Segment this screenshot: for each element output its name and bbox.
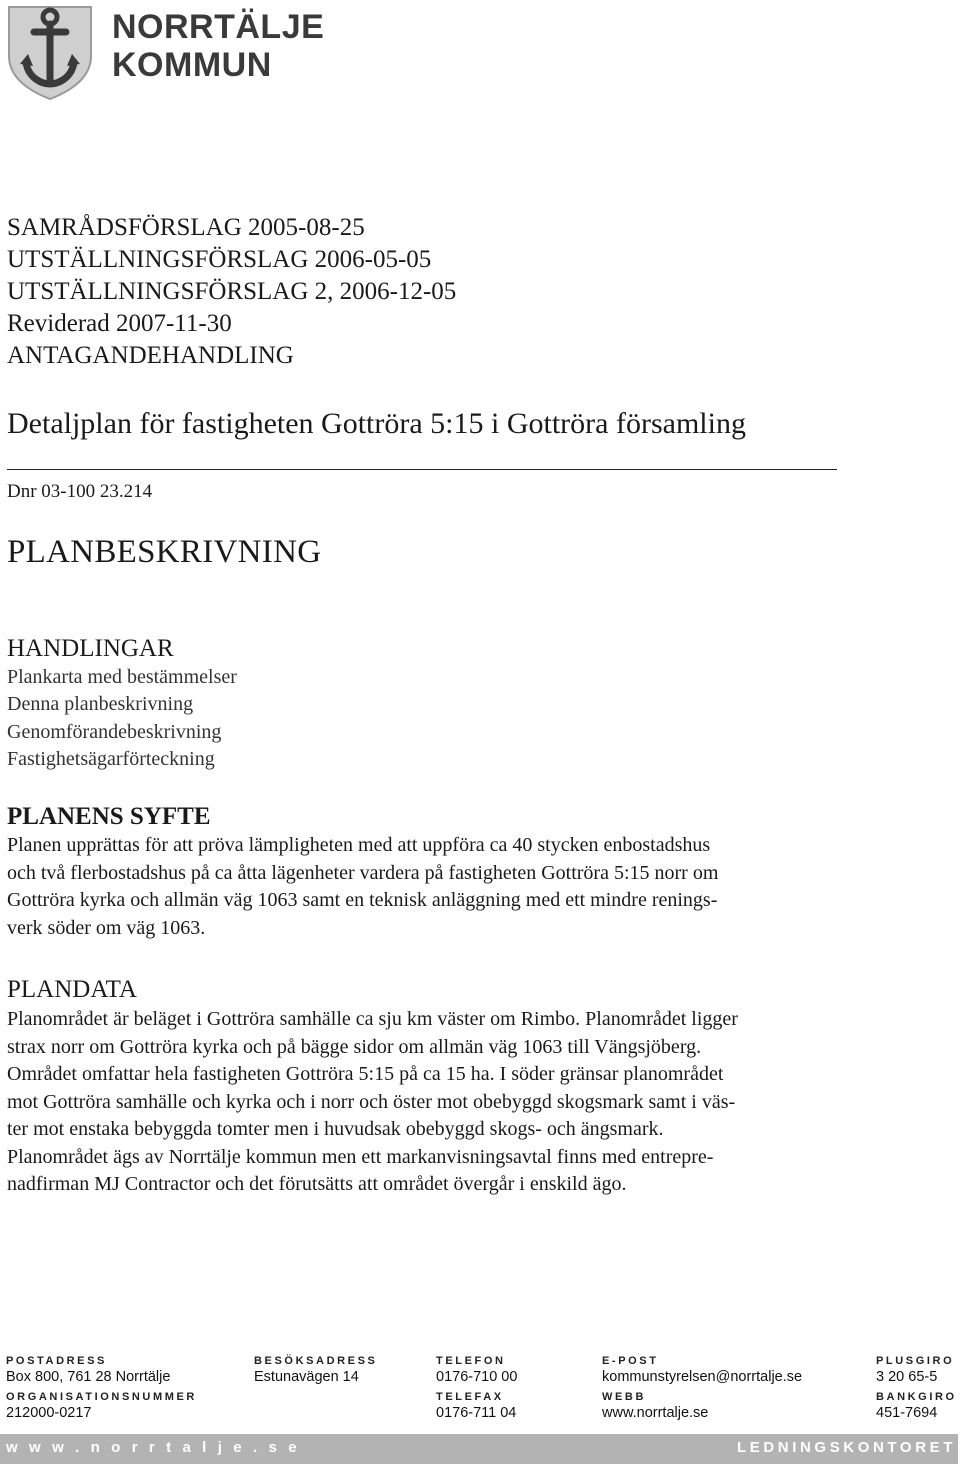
- postadress-block: [6, 1354, 170, 1387]
- diary-number: Dnr 03-100 23.214: [7, 481, 153, 502]
- paragraph-line: nadfirman MJ Contractor och det förutsätts att området övergår i enskild ägo.: [7, 1173, 627, 1195]
- footer-website-link[interactable]: w w w . n o r r t a l j e . s e: [6, 1439, 301, 1456]
- webb-block: [602, 1390, 708, 1423]
- postadress-label: POSTADRESS: [6, 1355, 107, 1367]
- anchor-shield-icon: [6, 4, 98, 100]
- paragraph-line: Gottröra kyrka och allmän väg 1063 samt en teknisk anläggning med ett mindre renings-: [7, 889, 718, 911]
- plandata-paragraph: [7, 1006, 867, 1199]
- bankgiro-block: [876, 1390, 957, 1423]
- version-history: [7, 212, 456, 372]
- version-line: Reviderad 2007-11-30: [7, 310, 232, 337]
- list-item: Denna planbeskrivning: [7, 693, 194, 716]
- paragraph-line: verk söder om väg 1063.: [7, 916, 206, 939]
- orgnr-value: 212000-0217: [6, 1405, 92, 1421]
- telefax-label: TELEFAX: [436, 1391, 504, 1403]
- bankgiro-value: 451-7694: [876, 1405, 938, 1421]
- telefon-value: 0176-710 00: [436, 1369, 518, 1385]
- paragraph-line: Området omfattar hela fastigheten Gottröra 5:15 på ca 15 ha. I söder gränsar planområdet: [7, 1063, 724, 1085]
- besoksadress-block: [254, 1354, 378, 1387]
- norrtalje-logo: [6, 4, 325, 100]
- epost-label: E-POST: [602, 1355, 659, 1367]
- epost-value[interactable]: kommunstyrelsen@norrtalje.se: [602, 1369, 803, 1385]
- version-line: ANTAGANDEHANDLING: [7, 342, 294, 369]
- plandata-heading: PLANDATA: [7, 976, 137, 1003]
- epost-block: [602, 1354, 802, 1387]
- besoksadress-value: Estunavägen 14: [254, 1369, 359, 1385]
- logo-line-2: KOMMUN: [112, 46, 272, 84]
- plusgiro-label: PLUSGIRO: [876, 1355, 955, 1367]
- plusgiro-value: 3 20 65-5: [876, 1369, 938, 1385]
- paragraph-line: mot Gottröra samhälle och kyrka och i norr och öster mot obebyggd skogsmark samt i väs-: [7, 1090, 736, 1113]
- postadress-value: Box 800, 761 28 Norrtälje: [6, 1369, 171, 1385]
- footer-office-name: LEDNINGSKONTORET: [737, 1439, 956, 1456]
- list-item: Fastighetsägarförteckning: [7, 747, 215, 770]
- paragraph-line: Planen upprättas för att pröva lämpligheten med att uppföra ca 40 stycken enbostadshus: [7, 834, 711, 856]
- plusgiro-block: [876, 1354, 954, 1387]
- list-item: Genomförandebeskrivning: [7, 720, 222, 743]
- telefon-block: [436, 1354, 517, 1387]
- syfte-paragraph: [7, 832, 867, 942]
- telefax-value: 0176-711 04: [436, 1405, 517, 1421]
- orgnr-block: [6, 1390, 197, 1423]
- handlingar-list: [7, 664, 237, 773]
- version-line: SAMRÅDSFÖRSLAG 2005-08-25: [7, 214, 365, 241]
- handlingar-heading: HANDLINGAR: [7, 635, 174, 662]
- besoksadress-label: BESÖKSADRESS: [254, 1355, 378, 1367]
- paragraph-line: Planområdet ägs av Norrtälje kommun men ett markanvisningsavtal finns med entrepre-: [7, 1145, 714, 1168]
- version-line: UTSTÄLLNINGSFÖRSLAG 2006-05-05: [7, 246, 432, 273]
- title-divider: [7, 469, 837, 470]
- paragraph-line: och två flerbostadshus på ca åtta lägenheter vardera på fastigheten Gottröra 5:15 norr om: [7, 861, 719, 884]
- bankgiro-label: BANKGIRO: [876, 1391, 957, 1403]
- footer-bar: [0, 1434, 958, 1464]
- document-title: Detaljplan för fastigheten Gottröra 5:15 i Gottröra församling: [7, 407, 746, 440]
- telefon-label: TELEFON: [436, 1355, 506, 1367]
- paragraph-line: Planområdet är beläget i Gottröra samhälle ca sju km väster om Rimbo. Planområdet ligger: [7, 1008, 738, 1030]
- paragraph-line: ter mot enstaka bebyggda tomter men i huvudsak obebyggd skogs- och ängsmark.: [7, 1118, 664, 1140]
- webb-value[interactable]: www.norrtalje.se: [602, 1405, 709, 1421]
- logo-line-1: NORRTÄLJE: [112, 8, 325, 46]
- telefax-block: [436, 1390, 516, 1423]
- orgnr-label: ORGANISATIONSNUMMER: [6, 1391, 197, 1403]
- document-type-heading: PLANBESKRIVNING: [7, 534, 322, 570]
- list-item: Plankarta med bestämmelser: [7, 666, 237, 688]
- logo-wordmark: [112, 8, 324, 84]
- paragraph-line: strax norr om Gottröra kyrka och på bägge sidor om allmän väg 1063 till Vängsjöberg.: [7, 1035, 702, 1058]
- webb-label: WEBB: [602, 1391, 647, 1403]
- version-line: UTSTÄLLNINGSFÖRSLAG 2, 2006-12-05: [7, 278, 457, 305]
- syfte-heading: PLANENS SYFTE: [7, 803, 211, 830]
